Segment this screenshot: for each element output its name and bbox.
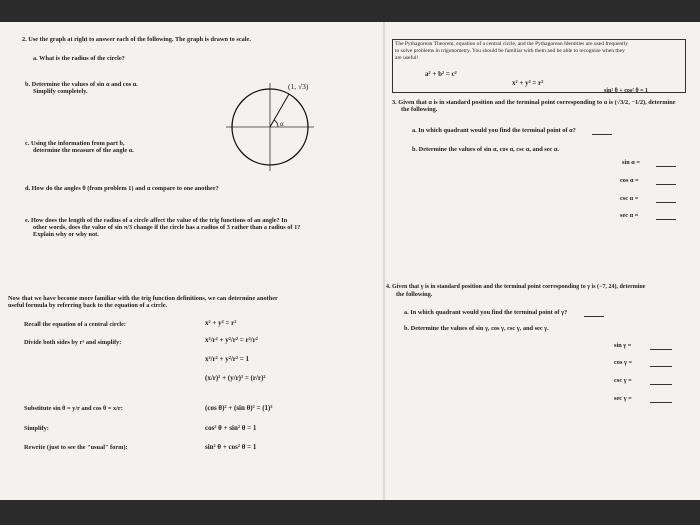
step-label-divide: Divide both sides by r² and simplify: bbox=[24, 339, 122, 346]
q3-cos-label: cos α = bbox=[620, 177, 639, 184]
q4a-answer-line bbox=[584, 316, 604, 317]
unit-circle-graph bbox=[220, 77, 320, 177]
q2d-text: d. How do the angles θ (from problem 1) and α compare to one another? bbox=[25, 185, 219, 192]
q3a-answer-line bbox=[592, 134, 612, 135]
q3-cos-line bbox=[656, 184, 676, 185]
q4-intro-line2: the following. bbox=[396, 291, 433, 298]
q3b-text: b. Determine the values of sin α, cos α, csc α, and sec α. bbox=[412, 146, 559, 153]
q4-sin-label: sin γ = bbox=[614, 342, 632, 349]
graph-point-label: (1, √3) bbox=[288, 82, 309, 91]
box-eq-identity: sin² θ + cos² θ = 1 bbox=[604, 88, 649, 94]
q4-intro-line1: 4. Given that γ is in standard position and the terminal point corresponding to γ is (−7, 24), determine bbox=[386, 284, 646, 290]
q2c-line1: c. Using the information from part b, bbox=[25, 140, 125, 147]
step-math-rewrite: sin² θ + cos² θ = 1 bbox=[205, 443, 257, 451]
q3-intro-line2: the following. bbox=[401, 106, 438, 113]
box-text-line3: are useful! bbox=[395, 55, 419, 61]
q3-intro-line1: 3. Given that α is in standard position and the terminal point corresponding to α is (√3/2, −1/2), determine bbox=[392, 99, 676, 106]
box-eq-circle: x² + y² = r² bbox=[512, 79, 544, 87]
q3-sec-line bbox=[656, 219, 676, 220]
q4a-text: a. In which quadrant would you find the terminal point of γ? bbox=[404, 309, 568, 316]
box-text-line2: to solve problems in trigonometry. You should be familiar with them and be able to recognize when they bbox=[395, 48, 625, 54]
box-text-line1: The Pythagorean Theorem, equation of a central circle, and the Pythagorean Identities are used frequently bbox=[395, 41, 628, 47]
step-math-substitute: (cos θ)² + (sin θ)² = (1)² bbox=[205, 404, 273, 412]
q2e-line3: Explain why or why not. bbox=[33, 231, 99, 238]
q2b-line1: b. Determine the values of sin α and cos α. bbox=[25, 81, 138, 88]
step-math-simplify: cos² θ + sin² θ = 1 bbox=[205, 424, 257, 432]
q3-sin-line bbox=[656, 166, 676, 167]
q3-sec-label: sec α = bbox=[620, 212, 639, 219]
worksheet-page bbox=[0, 22, 700, 500]
graph-angle-label: α bbox=[280, 120, 284, 128]
q2a-text: a. What is the radius of the circle? bbox=[33, 55, 125, 62]
step-label-recall: Recall the equation of a central circle: bbox=[24, 321, 127, 328]
q2-intro: 2. Use the graph at right to answer each of the following. The graph is drawn to scale. bbox=[22, 36, 251, 43]
q3-csc-line bbox=[656, 202, 676, 203]
q4-sec-label: sec γ = bbox=[614, 395, 632, 402]
step-label-simplify: Simplify: bbox=[24, 425, 49, 432]
q2e-line1: e. How does the length of the radius of a circle affect the value of the trig functions of an angle? In bbox=[25, 217, 288, 224]
box-eq-pythagorean: a² + b² = c² bbox=[425, 70, 457, 78]
q2e-line2: other words, does the value of sin π/3 change if the circle has a radius of 3 rather than a radius of 1? bbox=[33, 224, 301, 231]
q4-sin-line bbox=[650, 349, 672, 350]
step-label-rewrite: Rewrite (just to see the "usual" form): bbox=[24, 444, 128, 451]
q4-cos-line bbox=[650, 366, 672, 367]
q3-sin-label: sin α = bbox=[622, 159, 640, 166]
intro-line1: Now that we have become more familiar with the trig function definitions, we can determine another bbox=[8, 295, 278, 302]
intro-line2: useful formula by referring back to the equation of a circle. bbox=[8, 302, 168, 309]
step-math-simplified: x²/r² + y²/r² = 1 bbox=[205, 355, 249, 363]
step-math-squares: (x/r)² + (y/r)² = (r/r)² bbox=[205, 374, 266, 382]
q4-cos-label: cos γ = bbox=[614, 359, 633, 366]
q4-sec-line bbox=[650, 402, 672, 403]
step-label-substitute: Substitute sin θ = y/r and cos θ = x/r: bbox=[24, 405, 123, 412]
q3-csc-label: csc α = bbox=[620, 195, 639, 202]
q4-csc-label: csc γ = bbox=[614, 377, 632, 384]
step-math-divide: x²/r² + y²/r² = r²/r² bbox=[205, 336, 258, 344]
q4-csc-line bbox=[650, 384, 672, 385]
q3a-text: a. In which quadrant would you find the terminal point of α? bbox=[412, 127, 576, 134]
q2c-line2: determine the measure of the angle α. bbox=[33, 147, 134, 154]
page-fold bbox=[383, 22, 385, 500]
step-math-circle: x² + y² = r² bbox=[205, 319, 237, 327]
q4b-text: b. Determine the values of sin γ, cos γ, csc γ, and sec γ. bbox=[404, 325, 549, 332]
q2b-line2: Simplify completely. bbox=[33, 88, 88, 95]
